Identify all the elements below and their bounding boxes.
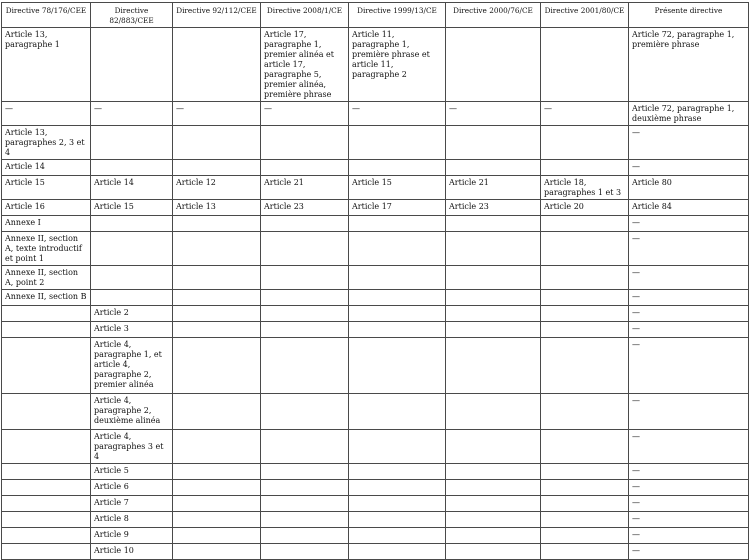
table-cell: [446, 306, 541, 322]
table-cell: [349, 544, 446, 560]
table-row: [2, 126, 749, 160]
table-row: [2, 480, 749, 496]
table-cell: [261, 496, 349, 512]
table-cell: [446, 322, 541, 338]
table-cell: [261, 430, 349, 464]
table-cell: [173, 266, 261, 290]
table-cell: Article 15: [349, 176, 446, 200]
table-cell: —: [629, 544, 749, 560]
table-cell: [173, 28, 261, 102]
table-cell: Article 6: [91, 480, 173, 496]
table-cell: Article 21: [261, 176, 349, 200]
table-cell: [261, 126, 349, 160]
table-cell: [349, 232, 446, 266]
table-row: [2, 544, 749, 560]
table-cell: [446, 290, 541, 306]
table-cell: [173, 338, 261, 394]
table-row: [2, 176, 749, 200]
table-cell: [349, 216, 446, 232]
table-cell: [541, 544, 629, 560]
page: [1, 2, 749, 560]
table-cell: Article 10: [91, 544, 173, 560]
table-cell: Article 14: [91, 176, 173, 200]
table-cell: [541, 216, 629, 232]
column-header: Directive 82/883/CEE: [91, 3, 173, 28]
table-cell: [349, 266, 446, 290]
table-cell: [541, 338, 629, 394]
column-header: Directive 78/176/CEE: [2, 3, 91, 28]
table-cell: —: [629, 216, 749, 232]
table-cell: —: [629, 512, 749, 528]
table-cell: [446, 394, 541, 430]
table-cell: [541, 28, 629, 102]
table-cell: [446, 160, 541, 176]
table-cell: —: [629, 528, 749, 544]
table-cell: Annexe II, section B: [2, 290, 91, 306]
header-row: [2, 3, 749, 28]
table-cell: —: [629, 338, 749, 394]
table-row: [2, 28, 749, 102]
table-cell: Article 21: [446, 176, 541, 200]
table-cell: Article 16: [2, 200, 91, 216]
table-cell: Article 13: [173, 200, 261, 216]
table-cell: [446, 430, 541, 464]
table-cell: [349, 464, 446, 480]
table-cell: Annexe I: [2, 216, 91, 232]
table-cell: [261, 160, 349, 176]
table-cell: Article 14: [2, 160, 91, 176]
table-cell: Article 23: [261, 200, 349, 216]
table-cell: [173, 394, 261, 430]
table-cell: [349, 290, 446, 306]
table-cell: —: [446, 102, 541, 126]
table-cell: [173, 306, 261, 322]
table-cell: Article 4, paragraphe 1, et article 4, paragraphe 2, premier alinéa: [91, 338, 173, 394]
column-header: Présente directive: [629, 3, 749, 28]
table-cell: [2, 464, 91, 480]
table-row: [2, 496, 749, 512]
table-cell: Article 9: [91, 528, 173, 544]
table-cell: [91, 28, 173, 102]
table-cell: [2, 496, 91, 512]
table-cell: [173, 290, 261, 306]
table-cell: Article 13, paragraphes 2, 3 et 4: [2, 126, 91, 160]
table-cell: —: [541, 102, 629, 126]
table-cell: [541, 160, 629, 176]
table-cell: [261, 512, 349, 528]
table-cell: [173, 322, 261, 338]
table-cell: [261, 464, 349, 480]
table-row: [2, 306, 749, 322]
table-cell: Article 17, paragraphe 1, premier alinéa et article 17, paragraphe 5, premier alinéa, première phrase: [261, 28, 349, 102]
table-cell: [91, 266, 173, 290]
table-cell: —: [629, 496, 749, 512]
column-header: Directive 2000/76/CE: [446, 3, 541, 28]
table-cell: [541, 512, 629, 528]
table-cell: —: [173, 102, 261, 126]
table-cell: —: [629, 480, 749, 496]
table-cell: —: [629, 160, 749, 176]
table-cell: [349, 496, 446, 512]
table-cell: [446, 266, 541, 290]
table-cell: —: [629, 394, 749, 430]
table-row: [2, 464, 749, 480]
table-cell: Article 3: [91, 322, 173, 338]
table-cell: Annexe II, section A, texte introductif et point 1: [2, 232, 91, 266]
table-cell: [91, 216, 173, 232]
table-cell: Article 11, paragraphe 1, première phrase et article 11, paragraphe 2: [349, 28, 446, 102]
table-row: [2, 394, 749, 430]
table-cell: [541, 266, 629, 290]
table-cell: [261, 480, 349, 496]
table-cell: [446, 544, 541, 560]
table-cell: Article 72, paragraphe 1, première phrase: [629, 28, 749, 102]
table-cell: —: [629, 266, 749, 290]
table-cell: [446, 216, 541, 232]
table-cell: [446, 464, 541, 480]
table-cell: [541, 322, 629, 338]
table-cell: —: [629, 464, 749, 480]
table-cell: [446, 232, 541, 266]
table-cell: —: [91, 102, 173, 126]
table-cell: —: [629, 430, 749, 464]
table-cell: Article 4, paragraphe 2, deuxième alinéa: [91, 394, 173, 430]
table-cell: [446, 480, 541, 496]
table-cell: —: [2, 102, 91, 126]
table-row: [2, 266, 749, 290]
column-header: Directive 1999/13/CE: [349, 3, 446, 28]
table-cell: [2, 306, 91, 322]
table-row: [2, 430, 749, 464]
table-cell: —: [261, 102, 349, 126]
table-cell: [261, 232, 349, 266]
table-cell: [173, 544, 261, 560]
table-cell: [349, 512, 446, 528]
table-cell: Article 4, paragraphes 3 et 4: [91, 430, 173, 464]
table-cell: Article 80: [629, 176, 749, 200]
table-cell: [446, 338, 541, 394]
table-cell: [173, 126, 261, 160]
table-cell: [2, 338, 91, 394]
table-body: [2, 28, 749, 560]
table-cell: Annexe II, section A, point 2: [2, 266, 91, 290]
table-cell: [541, 394, 629, 430]
table-row: [2, 160, 749, 176]
table-cell: Article 15: [91, 200, 173, 216]
table-cell: [91, 126, 173, 160]
table-cell: Article 13, paragraphe 1: [2, 28, 91, 102]
table-cell: [541, 480, 629, 496]
table-cell: —: [629, 306, 749, 322]
table-row: [2, 322, 749, 338]
table-cell: [173, 160, 261, 176]
table-cell: [2, 322, 91, 338]
table-cell: [349, 338, 446, 394]
table-cell: [173, 464, 261, 480]
table-cell: —: [629, 126, 749, 160]
table-cell: —: [629, 290, 749, 306]
table-cell: Article 84: [629, 200, 749, 216]
table-cell: [173, 496, 261, 512]
table-row: [2, 512, 749, 528]
table-cell: —: [629, 232, 749, 266]
column-header: Directive 92/112/CEE: [173, 3, 261, 28]
table-cell: [541, 430, 629, 464]
table-cell: Article 17: [349, 200, 446, 216]
table-cell: [541, 496, 629, 512]
table-cell: [261, 394, 349, 430]
table-cell: [261, 306, 349, 322]
table-row: [2, 200, 749, 216]
table-cell: Article 8: [91, 512, 173, 528]
table-cell: [541, 464, 629, 480]
table-cell: Article 2: [91, 306, 173, 322]
table-cell: Article 23: [446, 200, 541, 216]
table-cell: [261, 322, 349, 338]
table-cell: [2, 544, 91, 560]
table-cell: [2, 394, 91, 430]
table-cell: [173, 216, 261, 232]
table-cell: Article 5: [91, 464, 173, 480]
table-cell: [261, 544, 349, 560]
table-cell: [349, 430, 446, 464]
table-cell: Article 18, paragraphes 1 et 3: [541, 176, 629, 200]
table-cell: [2, 480, 91, 496]
column-header: Directive 2001/80/CE: [541, 3, 629, 28]
table-cell: —: [629, 322, 749, 338]
table-cell: [446, 28, 541, 102]
table-row: [2, 102, 749, 126]
table-cell: [91, 160, 173, 176]
table-cell: [349, 322, 446, 338]
column-header: Directive 2008/1/CE: [261, 3, 349, 28]
table-cell: [173, 512, 261, 528]
table-cell: [541, 232, 629, 266]
table-cell: Article 12: [173, 176, 261, 200]
correlation-table: [1, 2, 749, 560]
table-cell: [261, 266, 349, 290]
table-row: [2, 290, 749, 306]
table-cell: [91, 232, 173, 266]
table-cell: Article 20: [541, 200, 629, 216]
table-row: [2, 232, 749, 266]
table-cell: [446, 126, 541, 160]
table-cell: [261, 290, 349, 306]
table-cell: [349, 306, 446, 322]
table-cell: [261, 338, 349, 394]
table-cell: [261, 216, 349, 232]
table-cell: [349, 160, 446, 176]
table-cell: [349, 480, 446, 496]
table-cell: [349, 126, 446, 160]
table-cell: Article 72, paragraphe 1, deuxième phrase: [629, 102, 749, 126]
table-cell: [446, 496, 541, 512]
table-cell: [349, 394, 446, 430]
table-cell: [2, 512, 91, 528]
table-cell: [541, 290, 629, 306]
table-cell: [2, 430, 91, 464]
table-row: [2, 338, 749, 394]
table-row: [2, 216, 749, 232]
table-cell: Article 15: [2, 176, 91, 200]
table-cell: [173, 430, 261, 464]
table-cell: [446, 512, 541, 528]
table-cell: Article 7: [91, 496, 173, 512]
table-cell: [173, 232, 261, 266]
table-cell: [91, 290, 173, 306]
table-cell: [541, 306, 629, 322]
table-cell: [173, 480, 261, 496]
table-cell: —: [349, 102, 446, 126]
table-cell: [541, 126, 629, 160]
